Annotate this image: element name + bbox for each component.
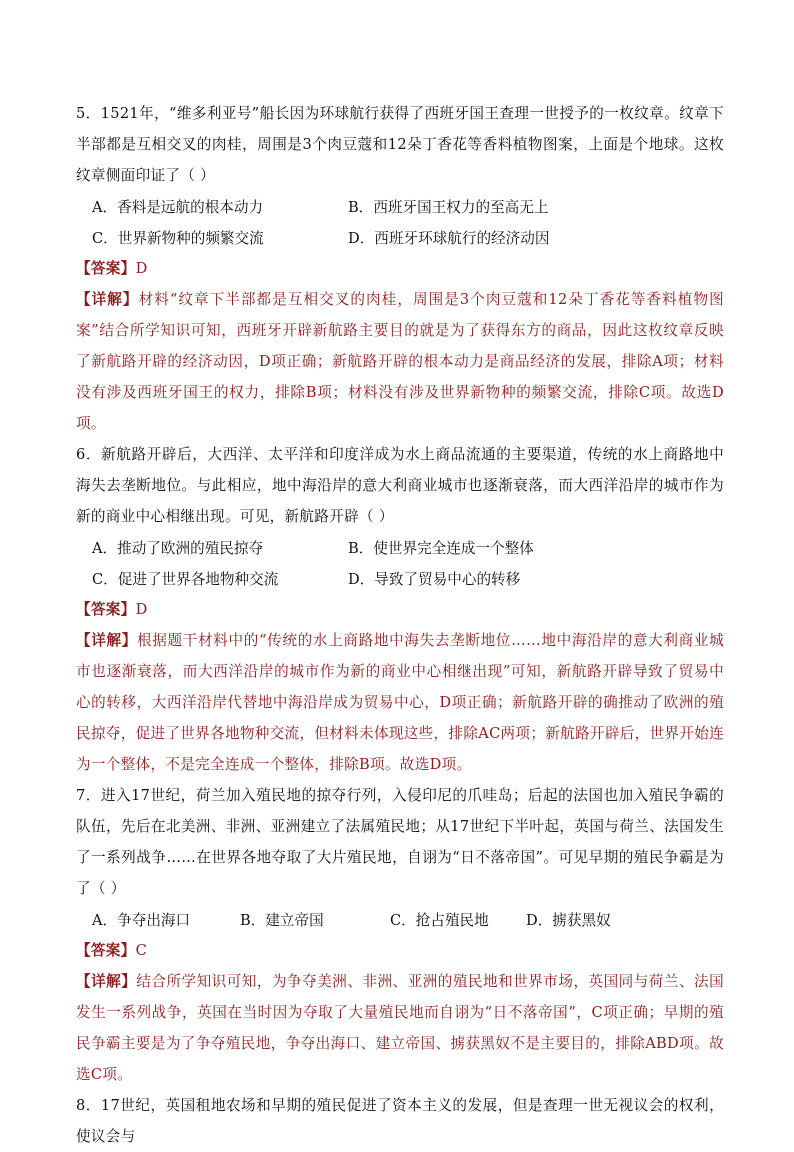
detail-paragraph bbox=[76, 966, 724, 1090]
options-row bbox=[76, 222, 724, 253]
detail-text: 材料“纹章下半部都是互相交叉的肉桂，周围是3个肉豆蔻和12朵丁香花等香料植物图案”结合所学知识可知，西班牙开辟新航路主要目的就是为了获得东方的商品，因此这枚纹章反映了新航路开辟的经济动因，D项正确；新航路开辟的根本动力是商品经济的发展，排除A项；材料没有涉及西班牙国王的权力，排除B项；材料没有涉及世界新物种的频繁交流，排除C项。故选D项。 bbox=[76, 291, 724, 432]
option-b: B．西班牙国王权力的至高无上 bbox=[348, 199, 549, 216]
option-a: A．争夺出海口 bbox=[92, 912, 191, 929]
option-d: D．导致了贸易中心的转移 bbox=[348, 571, 521, 588]
option-d: D．掳获黑奴 bbox=[526, 912, 611, 929]
question-stem: 6．新航路开辟后，大西洋、太平洋和印度洋成为水上商品流通的主要渠道，传统的水上商路地中海失去垄断地位。与此相应，地中海沿岸的意大利商业城市也逐渐衰落，而大西洋沿岸的城市作为新的商业中心相继出现。可见，新航路开辟（ ） bbox=[76, 446, 724, 525]
option-c: C．抢占殖民地 bbox=[390, 912, 489, 929]
answer-line bbox=[76, 594, 724, 625]
options-row bbox=[76, 904, 724, 935]
detail-paragraph bbox=[76, 625, 724, 780]
question-stem: 5．1521年，“维多利亚号”船长因为环球航行获得了西班牙国王查理一世授予的一枚纹章。纹章下半部都是互相交叉的肉桂，周围是3个肉豆蔻和12朵丁香花等香料植物图案，上面是个地球。这枚纹章侧面印证了（ ） bbox=[76, 105, 724, 184]
answer-line bbox=[76, 253, 724, 284]
option-d: D．西班牙环球航行的经济动因 bbox=[348, 230, 550, 247]
options-row bbox=[76, 532, 724, 563]
detail-tag: 【详解】 bbox=[76, 291, 139, 308]
answer-tag: 【答案】 bbox=[76, 942, 136, 959]
detail-text: 根据题干材料中的“传统的水上商路地中海失去垄断地位……地中海沿岸的意大利商业城市也逐渐衰落，而大西洋沿岸的城市作为新的商业中心相继出现”可知，新航路开辟导致了贸易中心的转移，大西洋沿岸代替地中海沿岸成为贸易中心，D项正确；新航路开辟的确推动了欧洲的殖民掠夺，促进了世界各地物种交流，但材料未体现这些，排除AC两项；新航路开辟后，世界开始连为一个整体，不是完全连成一个整体，排除B项。故选D项。 bbox=[76, 632, 724, 773]
detail-tag: 【详解】 bbox=[76, 632, 138, 649]
question-6 bbox=[76, 439, 724, 780]
detail-paragraph bbox=[76, 284, 724, 439]
option-c: C．促进了世界各地物种交流 bbox=[92, 571, 279, 588]
answer-line bbox=[76, 935, 724, 966]
option-b: B．使世界完全连成一个整体 bbox=[348, 540, 534, 557]
document-page bbox=[76, 98, 724, 1152]
answer-value: C bbox=[135, 942, 148, 959]
option-c: C．世界新物种的频繁交流 bbox=[92, 230, 264, 247]
option-a: A．香料是远航的根本动力 bbox=[92, 199, 264, 216]
answer-value: D bbox=[135, 260, 148, 277]
question-stem: 8．17世纪，英国租地农场和早期的殖民促进了资本主义的发展，但是查理一世无视议会的权利，使议会与 bbox=[76, 1097, 724, 1145]
option-b: B．建立帝国 bbox=[240, 912, 324, 929]
question-5 bbox=[76, 98, 724, 439]
question-stem: 7．进入17世纪，荷兰加入殖民地的掠夺行列，入侵印尼的爪哇岛；后起的法国也加入殖民争霸的队伍，先后在北美洲、非洲、亚洲建立了法属殖民地；从17世纪下半叶起，英国与荷兰、法国发生了一系列战争……在世界各地夺取了大片殖民地，自诩为“日不落帝国”。可见早期的殖民争霸是为了（ ） bbox=[76, 787, 724, 897]
detail-text: 结合所学知识可知，为争夺美洲、非洲、亚洲的殖民地和世界市场，英国同与荷兰、法国发生一系列战争，英国在当时因为夺取了大量殖民地而自诩为“日不落帝国”，C项正确；早期的殖民争霸主要是为了争夺殖民地，争夺出海口、建立帝国、掳获黑奴不是主要目的，排除ABD项。故选C项。 bbox=[76, 973, 724, 1083]
answer-tag: 【答案】 bbox=[76, 601, 136, 618]
question-8 bbox=[76, 1090, 724, 1152]
option-a: A．推动了欧洲的殖民掠夺 bbox=[92, 540, 264, 557]
options-row bbox=[76, 191, 724, 222]
answer-value: D bbox=[135, 601, 148, 618]
answer-tag: 【答案】 bbox=[76, 260, 136, 277]
options-row bbox=[76, 563, 724, 594]
detail-tag: 【详解】 bbox=[76, 973, 137, 990]
question-7 bbox=[76, 780, 724, 1090]
